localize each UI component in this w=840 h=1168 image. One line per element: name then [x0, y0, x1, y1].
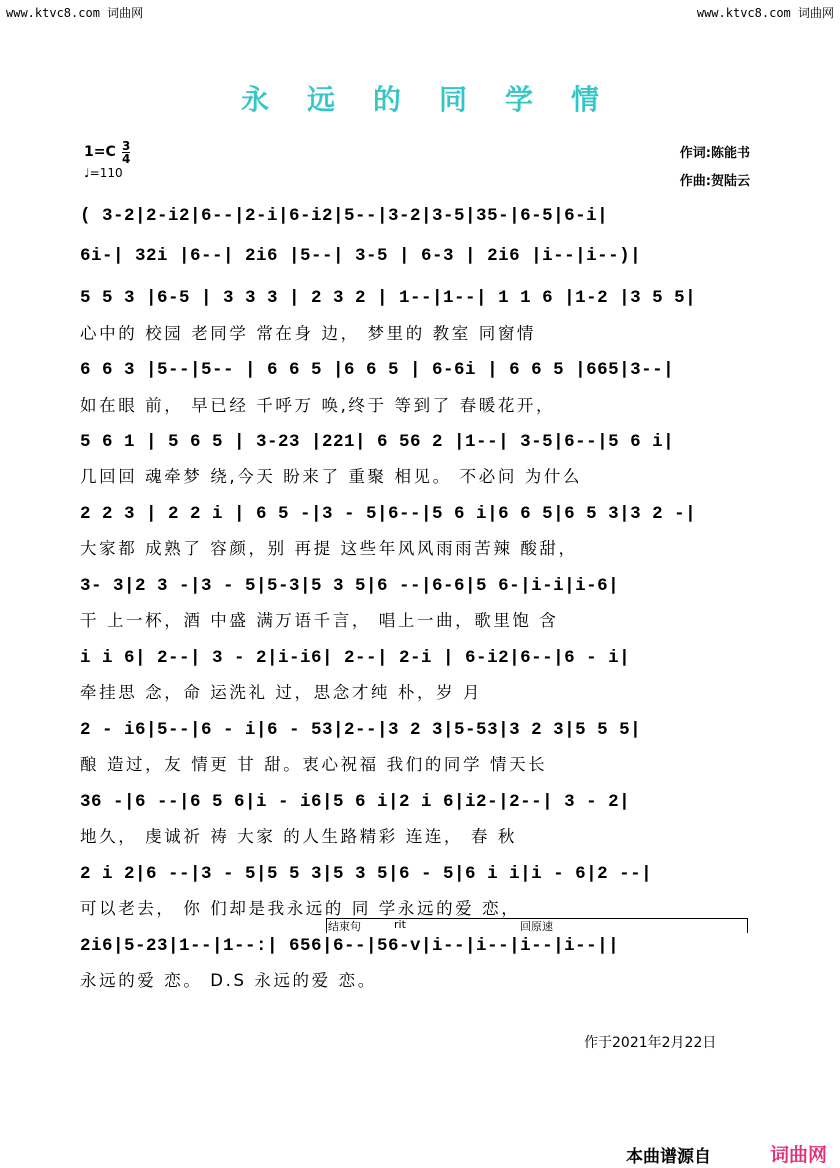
site-url-right[interactable]: www.ktvc8.com 词曲网	[696, 6, 834, 20]
time-signature-bottom: 4	[122, 152, 131, 166]
lyricist-credit: 作词:陈能书	[679, 146, 750, 161]
lyric-row-6: 大家都 成熟了 容颜，别 再提 这些年风风雨雨苦辣 酸甜，	[80, 539, 578, 558]
song-title: 永远的同学情	[240, 83, 637, 116]
ending-label-atempo: 回原速	[520, 920, 553, 933]
notation-row-1: ( 3-2|2-i2|6--|2-i|6-i2|5--|3-2|3-5|35-|6-5|6-i|	[80, 206, 609, 226]
composition-date: 作于2021年2月22日	[584, 1035, 717, 1051]
source-note: 本曲谱源自	[626, 1147, 711, 1167]
lyric-row-8: 牵挂思 念，命 运洗礼 过，思念才纯 朴，岁 月	[80, 683, 483, 702]
site-url-left[interactable]: www.ktvc8.com 词曲网	[6, 6, 144, 20]
time-signature	[122, 140, 130, 165]
lyric-row-3: 心中的 校园 老同学 常在身 边， 梦里的 教室 同窗情	[80, 324, 537, 343]
lyric-row-7: 干 上一杯，酒 中盛 满万语千言， 唱上一曲，歌里饱 含	[80, 611, 559, 630]
brand-logo[interactable]: 词曲网	[770, 1144, 828, 1166]
notation-row-12: 2i6|5-23|1--|1--:| 656|6--|56-v|i--|i--|i--|i--||	[80, 936, 620, 956]
notation-row-8: i i 6| 2--| 3 - 2|i-i6| 2--| 2-i | 6-i2|6--|6 - i|	[80, 648, 631, 668]
tempo-marking: ♩=110	[84, 166, 123, 180]
lyric-row-12: 永远的爱 恋。 D.S 永远的爱 恋。	[80, 971, 377, 990]
key-signature: 1=C	[84, 144, 116, 160]
notation-row-3: 5 5 3 |6-5 | 3 3 3 | 2 3 2 | 1--|1--| 1 1 6 |1-2 |3 5 5|	[80, 288, 697, 308]
notation-row-4: 6 6 3 |5--|5-- | 6 6 5 |6 6 5 | 6-6i | 6 6 5 |665|3--|	[80, 360, 675, 380]
lyric-row-10: 地久， 虔诚祈 祷 大家 的人生路精彩 连连， 春 秋	[80, 827, 517, 846]
composer-credit: 作曲:贺陆云	[679, 174, 750, 189]
lyric-row-4: 如在眼 前， 早已经 千呼万 唤,终于 等到了 春暖花开，	[80, 396, 556, 415]
notation-row-5: 5 6 1 | 5 6 5 | 3-23 |221| 6 56 2 |1--| 3-5|6--|5 6 i|	[80, 432, 675, 452]
notation-row-6: 2 2 3 | 2 2 i | 6 5 -|3 - 5|6--|5 6 i|6 6 5|6 5 3|3 2 -|	[80, 504, 697, 524]
ending-label-rit: rit	[394, 918, 406, 931]
ending-label-end: 结束句	[328, 920, 361, 933]
lyric-row-9: 酿 造过，友 情更 甘 甜。衷心祝福 我们的同学 情天长	[80, 755, 548, 774]
time-signature-top: 3	[122, 139, 131, 153]
notation-row-11: 2 i 2|6 --|3 - 5|5 5 3|5 3 5|6 - 5|6 i i|i - 6|2 --|	[80, 864, 653, 884]
notation-row-9: 2 - i6|5--|6 - i|6 - 53|2--|3 2 3|5-53|3 2 3|5 5 5|	[80, 720, 642, 740]
lyric-row-5: 几回回 魂牵梦 绕,今天 盼来了 重聚 相见。 不必问 为什么	[80, 467, 583, 486]
notation-row-10: 36 -|6 --|6 5 6|i - i6|5 6 i|2 i 6|i2-|2--| 3 - 2|	[80, 792, 631, 812]
lyric-row-11: 可以老去， 你 们却是我永远的 同 学永远的爱 恋，	[80, 899, 521, 918]
notation-row-2: 6i-| 32i |6--| 2i6 |5--| 3-5 | 6-3 | 2i6 |i--|i--)|	[80, 246, 642, 266]
notation-row-7: 3- 3|2 3 -|3 - 5|5-3|5 3 5|6 --|6-6|5 6-|i-i|i-6|	[80, 576, 620, 596]
